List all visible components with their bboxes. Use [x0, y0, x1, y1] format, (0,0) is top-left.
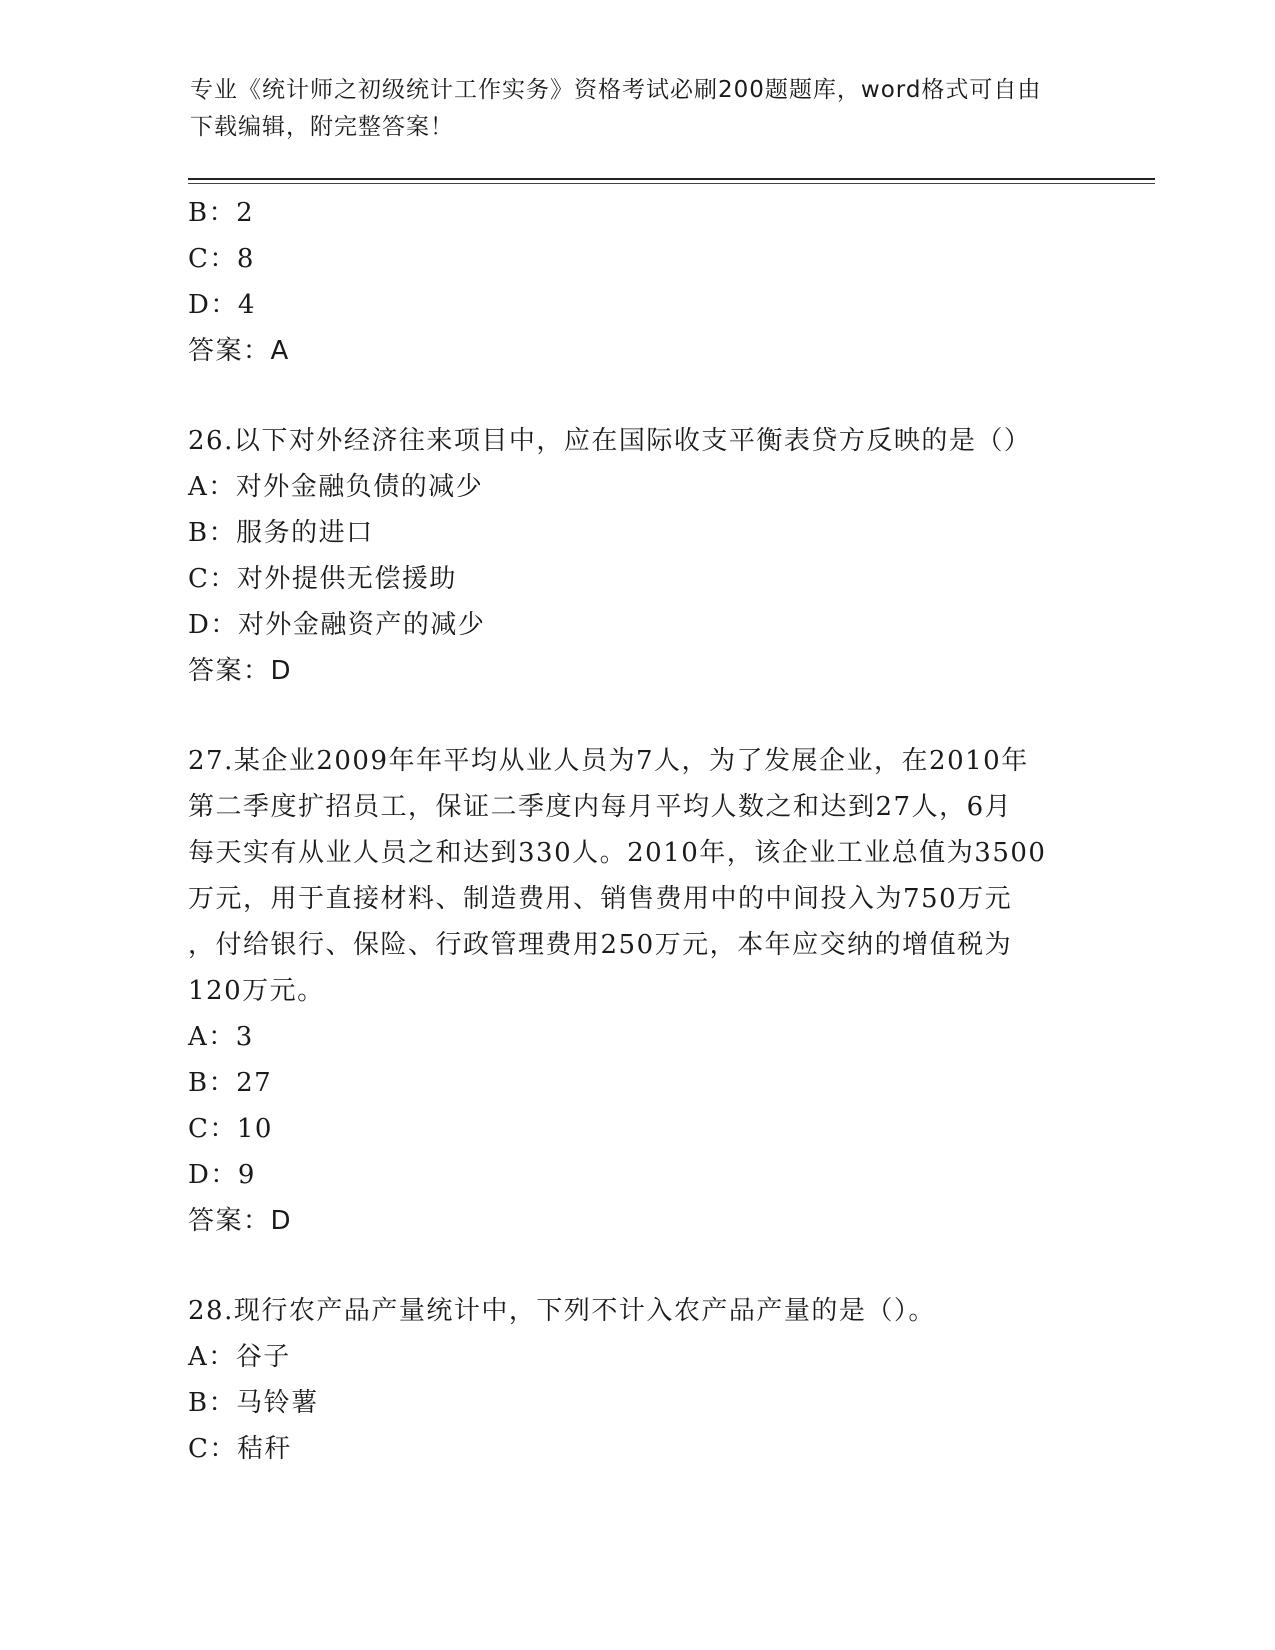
header-rule-thick — [188, 178, 1155, 180]
option-a: A：对外金融负债的减少 — [188, 472, 484, 502]
option-d: D：4 — [188, 290, 256, 320]
question-text-line: 27.某企业2009年年平均从业人员为7人，为了发展企业，在2010年 — [188, 746, 1029, 776]
option-c: C：8 — [188, 244, 255, 274]
header-rule-thin — [188, 183, 1155, 184]
header-line-2: 下载编辑，附完整答案！ — [190, 114, 454, 140]
question-text: 26.以下对外经济往来项目中，应在国际收支平衡表贷方反映的是（） — [188, 426, 1032, 456]
option-c: C：10 — [188, 1114, 273, 1144]
question-text-line: ，付给银行、保险、行政管理费用250万元，本年应交纳的增值税为 — [188, 930, 1013, 960]
option-b: B：马铃薯 — [188, 1388, 319, 1418]
question-text-line: 万元，用于直接材料、制造费用、销售费用中的中间投入为750万元 — [188, 884, 1013, 914]
question-28 — [188, 1288, 1088, 1472]
question-text-line: 每天实有从业人员之和达到330人。2010年，该企业工业总值为3500 — [188, 838, 1047, 868]
question-text: 28.现行农产品产量统计中，下列不计入农产品产量的是（）。 — [188, 1296, 936, 1326]
option-b: B：27 — [188, 1068, 273, 1098]
question-list — [188, 190, 1088, 1472]
option-a: A：谷子 — [188, 1342, 291, 1372]
answer-line: 答案：D — [188, 1206, 293, 1236]
question-27 — [188, 738, 1088, 1244]
option-b: B：2 — [188, 198, 255, 228]
answer-line: 答案：D — [188, 656, 293, 686]
spacer — [188, 374, 1088, 418]
option-c: C：秸秆 — [188, 1434, 292, 1464]
question-25-continued — [188, 190, 1088, 374]
question-text-line: 第二季度扩招员工，保证二季度内每月平均人数之和达到27人，6月 — [188, 792, 1013, 822]
option-d: D：9 — [188, 1160, 256, 1190]
question-text-line: 120万元。 — [188, 976, 325, 1006]
header-line-1: 专业《统计师之初级统计工作实务》资格考试必刷200题题库，word格式可自由 — [190, 77, 1042, 103]
document-header — [190, 72, 1090, 146]
option-d: D：对外金融资产的减少 — [188, 610, 486, 640]
spacer — [188, 694, 1088, 738]
option-c: C：对外提供无偿援助 — [188, 564, 457, 594]
option-b: B：服务的进口 — [188, 518, 374, 548]
answer-line: 答案：A — [188, 336, 290, 366]
spacer — [188, 1244, 1088, 1288]
question-26 — [188, 418, 1088, 694]
option-a: A：3 — [188, 1022, 254, 1052]
